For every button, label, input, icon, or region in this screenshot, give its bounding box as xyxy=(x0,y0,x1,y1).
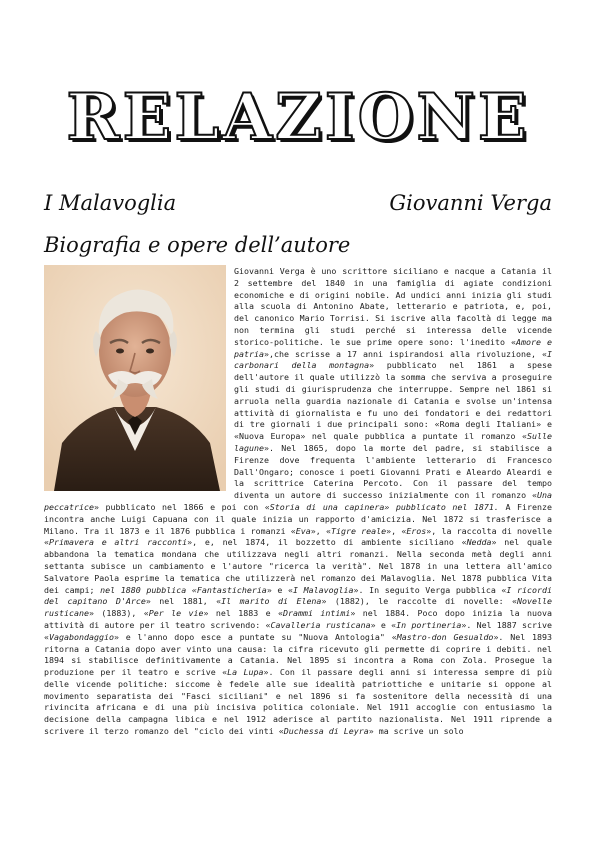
text-run: », « xyxy=(386,525,407,536)
text-run: » pubblicato nel 1861 a spese dell'autore il quale utilizzò la somma che serviva a proseguire gli studi di giurisprudenza che interruppe. Sempre nel 1861 si arruola nella guardia nazionale di Catania e svolse un'intensa attività di giornalista e fu uno dei fondatori e dei redattori di tre giornali i due principali sono: «Roma degli Italiani» e «Nuova Europa» nel quale pubblica a puntate il romanzo « xyxy=(234,360,553,442)
italic-work-title: Vagabondaggio xyxy=(49,631,114,642)
italic-work-title: Drammi intimi xyxy=(283,608,351,619)
italic-work-title: Cavalleria rusticana xyxy=(270,619,371,630)
italic-work-title: Il marito di Elena xyxy=(221,596,322,607)
book-title: I Malavoglia xyxy=(44,191,177,215)
text-run: » nel 1884. Poco dopo inizia la nuova attività di autore per il teatro scrivendo: « xyxy=(44,608,553,630)
italic-work-title: I ricordi del capitano D'Arce xyxy=(44,584,552,607)
biography-text xyxy=(44,266,552,738)
italic-work-title: Una peccatrice xyxy=(44,490,552,512)
italic-work-title: Tigre reale xyxy=(330,525,387,536)
text-run: ». Con il passare degli anni si interessa sempre di più delle vicende politiche: siccome è fedele alle sue idealità patriottiche e unitarie si oppone al movimento separatista dei "Fasci siciliani" e nel 1896 si fa sostenitore della necessità di una rivincita africana e di una più incisiva politica coloniale. Nel 1911 accoglie con entusiasmo la decisione della campagna libica e nel 1912 aderisce al partito nazionalista. Nel 1911 riprende a scrivere il terzo romanzo del "ciclo dei vinti « xyxy=(44,667,552,737)
text-run: » e l'anno dopo esce a puntate su "Nuova Antologia" « xyxy=(113,631,397,642)
page-title: RELAZIONE xyxy=(66,80,530,155)
text-run: ». In seguito Verga pubblica « xyxy=(353,584,507,595)
text-run: » nel quale abbandona la tematica mondana che utilizzava negli altri romanzi. Nella seconda metà degli anni settanta subisce un cambiamento e l'autore "ricerca la verità". Nel 1878 in una lettera all'amico Salvatore Paola esprime la tematica che utilizzerà nel romanzo dei Malavoglia. Nel 1878 pubblica Vita dei campi; xyxy=(44,537,552,595)
italic-work-title: nel 1880 pubblica «Fantasticheria xyxy=(100,584,267,595)
text-run: » nel 1881, « xyxy=(145,596,222,607)
text-run: », e, nel 1874, il bozzetto di ambiente siciliano « xyxy=(187,537,467,548)
text-run: ». Nel 1887 scrive « xyxy=(44,619,552,642)
italic-work-title: In portineria xyxy=(396,619,462,630)
text-run: ». Nel 1865, dopo la morte del padre, si stabilisce a Firenze dove frequenta l'ambiente letterario di Francesco Dall'Ongaro; conosce i poeti Giovanni Prati e Aleardo Aleardi e la scrittrice Caterina Percoto. Con il passare del tempo diventa un autore di successo inizialmente con il romanzo « xyxy=(234,442,552,501)
section-heading: Biografia e opere dell’autore xyxy=(44,233,351,257)
italic-work-title: Eva xyxy=(295,525,311,536)
text-run: » (1883), « xyxy=(88,608,149,619)
text-run: » e « xyxy=(266,584,293,595)
text-run: » ma scrive un solo xyxy=(368,726,464,737)
italic-work-title: Amore e patria xyxy=(234,336,553,359)
text-run: »,che scrisse a 17 anni ispirandosi alla rivoluzione, « xyxy=(263,348,547,359)
text-run: », « xyxy=(310,525,331,536)
text-run: » pubblicato nel 1866 e poi con « xyxy=(93,501,270,512)
italic-work-title: Duchessa di Leyra xyxy=(283,726,369,737)
italic-work-title: Nedda xyxy=(466,537,492,548)
italic-work-title: Primavera e altri racconti xyxy=(49,537,188,548)
italic-work-title: Per le vie xyxy=(148,608,204,619)
text-run: » e « xyxy=(370,619,397,630)
subtitle-row xyxy=(44,186,552,220)
text-run: ». Nel 1893 ritorna a Catania dopo aver vinto una causa: la cifra ricevuto gli permette di coprire i debiti. nel 1894 si stabilisce definitivamente a Catania. Nel 1895 si incontra a Roma con Zola. Prosegue la produzione per il teatro e scrive « xyxy=(44,631,552,678)
italic-work-title: Eros xyxy=(406,525,427,536)
text-run: A Firenze incontra anche Luigi Capuana con il quale inizia un rapporto d'amicizia. Nel 1872 si trasferisce a Milano. Tra il 1873 e il 1876 pubblica i romanzi « xyxy=(44,501,553,536)
italic-work-title: Mastro-don Gesualdo xyxy=(396,631,494,642)
italic-work-title: La Lupa xyxy=(227,667,264,678)
italic-work-title: Novelle rusticane xyxy=(44,596,552,619)
text-run: », la raccolta di novelle « xyxy=(44,525,552,548)
portrait-wrap-space xyxy=(44,266,234,494)
italic-work-title: Storia di una capinera» pubblicato nel 1871. xyxy=(269,501,499,512)
italic-work-title: I Malavoglia xyxy=(293,584,354,595)
text-run: » nel 1883 e « xyxy=(203,608,284,619)
text-run: Giovanni Verga è uno scrittore siciliano e nacque a Catania il 2 settembre del 1840 in una famiglia di agiate condizioni economiche e di origini nobile. Ad undici anni inizia gli studi alla scuola di Antonino Abate, letterario e patriota, e, poi, del canonico Mario Torrisi. Si iscrive alla facoltà di legge ma non termina gli studi perché si interessa delle vicende storico-politiche. le sue prime opere sono: l'inedito « xyxy=(234,266,552,347)
italic-work-title: Sulle lagune xyxy=(234,431,552,453)
italic-work-title: I carbonari della montagna xyxy=(234,348,552,371)
author-name: Giovanni Verga xyxy=(389,191,552,215)
text-run: » (1882), le raccolte di novelle: « xyxy=(321,596,518,607)
